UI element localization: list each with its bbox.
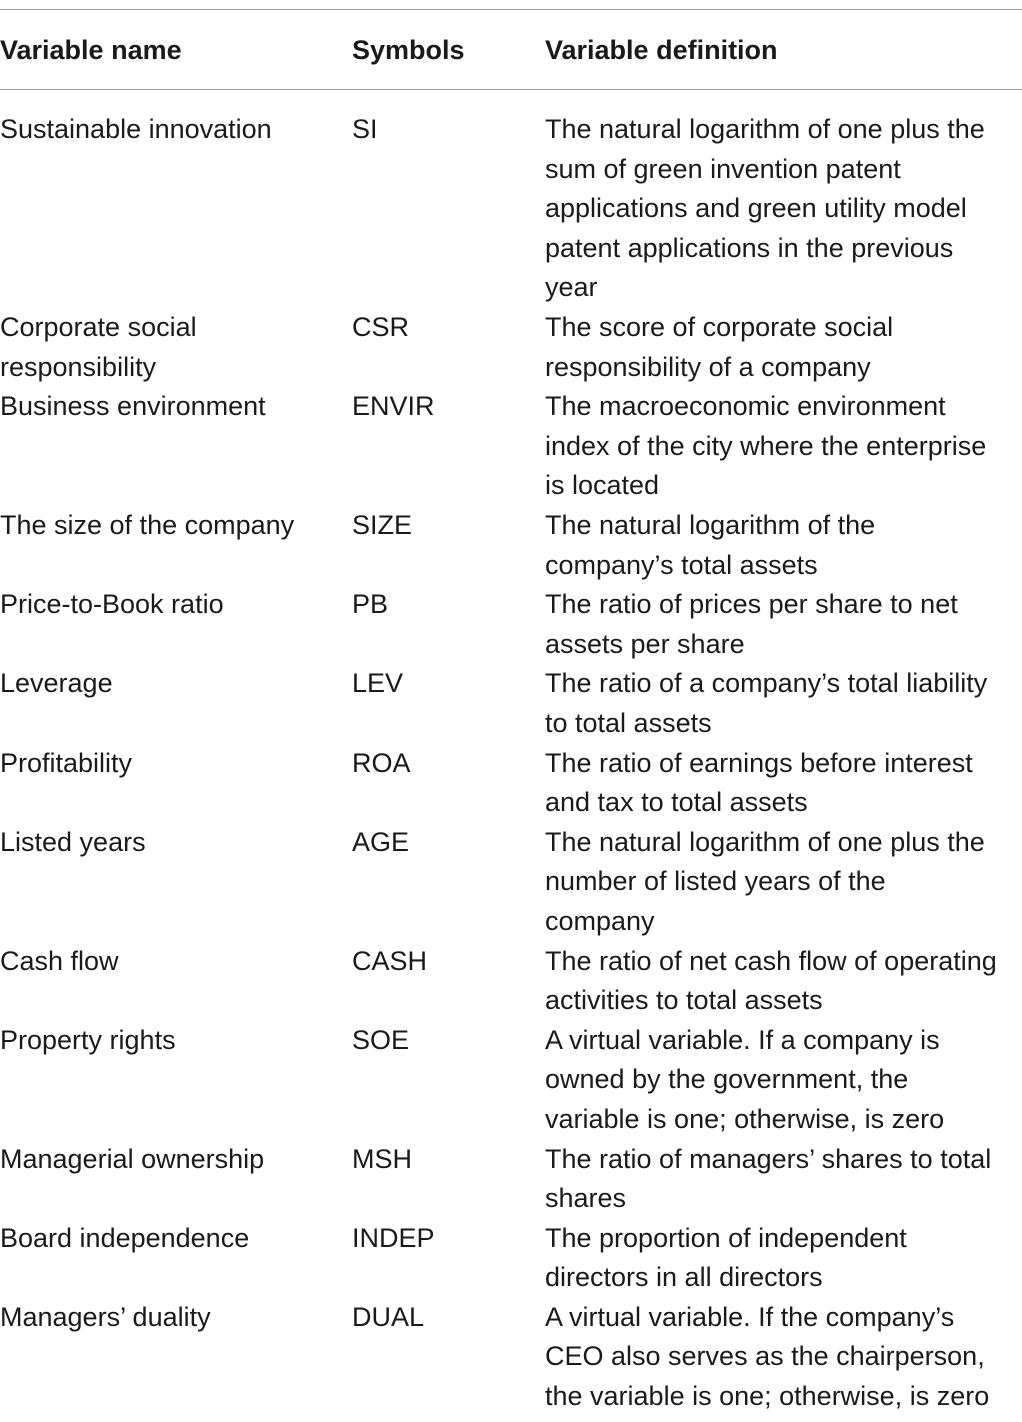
variable-definition-text: sum of green invention patent — [545, 153, 901, 184]
variable-name-text: Property rights — [0, 1024, 176, 1055]
variable-definition-text: directors in all directors — [545, 1262, 823, 1293]
variable-name-text: Cash flow — [0, 945, 119, 976]
variable-definition-text: shares — [545, 1183, 627, 1214]
symbol-text: CASH — [352, 945, 428, 976]
variable-definition-text: The proportion of independent — [545, 1222, 907, 1253]
symbol-text: ENVIR — [352, 391, 435, 422]
symbol-text: ROA — [352, 747, 411, 778]
table-row — [0, 942, 1022, 1021]
table-row — [0, 1219, 1022, 1298]
variable-definition-text: The natural logarithm of one plus the — [545, 826, 985, 857]
symbol-text: MSH — [352, 1143, 412, 1174]
header-variable-name: Variable name — [0, 35, 182, 65]
variable-definition-cell — [545, 1021, 1022, 1140]
table-row — [0, 1140, 1022, 1219]
symbol-cell — [352, 1219, 537, 1259]
table-row — [0, 1021, 1022, 1140]
variable-definition-text: activities to total assets — [545, 985, 823, 1016]
variable-name-cell — [0, 308, 345, 387]
variable-name-text: The size of the company — [0, 509, 295, 540]
variable-definition-cell — [545, 1140, 1022, 1219]
table-row — [0, 585, 1022, 664]
variable-definition-text: is located — [545, 470, 660, 501]
variable-definition-text: company — [545, 905, 655, 936]
header-symbols: Symbols — [352, 35, 465, 65]
variable-name-cell — [0, 585, 345, 625]
variable-definition-text: The ratio of a company’s total liability — [545, 668, 988, 699]
variable-definition-text: The score of corporate social — [545, 312, 894, 342]
symbol-cell — [352, 664, 537, 704]
symbol-text: SI — [352, 114, 378, 144]
variable-definition-text: The ratio of prices per share to net — [545, 589, 958, 620]
variable-definition-text: applications and green utility model — [545, 193, 967, 224]
table-row — [0, 506, 1022, 585]
variable-definition-text: company’s total assets — [545, 549, 818, 580]
variable-definition-text: year — [545, 272, 598, 303]
symbol-cell — [352, 110, 537, 150]
symbol-text: SIZE — [352, 509, 413, 540]
symbol-cell — [352, 942, 537, 982]
variable-definition-cell — [545, 110, 1022, 308]
variable-name-text: Profitability — [0, 747, 133, 778]
variable-definition-cell — [545, 308, 1022, 387]
variable-definition-cell — [545, 1298, 1022, 1417]
symbol-cell — [352, 387, 537, 427]
variable-name-text: Sustainable innovation — [0, 114, 272, 144]
variable-name-text: Leverage — [0, 668, 113, 699]
table-row — [0, 744, 1022, 823]
variable-definition-text: number of listed years of the — [545, 866, 886, 897]
symbol-cell — [352, 585, 537, 625]
table-top-rule — [0, 9, 1022, 10]
variable-definition-cell — [545, 585, 1022, 664]
variable-definition-text: index of the city where the enterprise — [545, 430, 987, 461]
symbol-cell — [352, 1298, 537, 1338]
variable-name-cell — [0, 387, 345, 427]
variable-definition-cell — [545, 387, 1022, 506]
variable-definition-cell — [545, 506, 1022, 585]
variable-name-cell — [0, 823, 345, 863]
variable-definition-cell — [545, 823, 1022, 942]
table-row — [0, 110, 1022, 308]
variable-definition-text: A virtual variable. If a company is — [545, 1024, 940, 1055]
variable-definition-text: A virtual variable. If the company’s — [545, 1301, 955, 1332]
variable-name-cell — [0, 1298, 345, 1338]
variable-definition-text: patent applications in the previous — [545, 232, 954, 263]
symbol-text: SOE — [352, 1024, 410, 1055]
variable-name-text: Price-to-Book ratio — [0, 589, 224, 620]
variable-name-cell — [0, 1219, 345, 1259]
table-body — [0, 110, 1022, 1417]
variable-name-text: Listed years — [0, 826, 146, 857]
symbol-text: PB — [352, 589, 389, 620]
symbol-cell — [352, 1140, 537, 1180]
variable-definition-text: The natural logarithm of the — [545, 509, 876, 540]
variable-name-cell — [0, 664, 345, 704]
variable-name-cell — [0, 942, 345, 982]
variable-name-text: Managerial ownership — [0, 1143, 265, 1174]
symbol-text: LEV — [352, 668, 404, 699]
variable-definition-cell — [545, 942, 1022, 1021]
variable-definition-text: variable is one; otherwise, is zero — [545, 1103, 945, 1134]
header-variable-definition: Variable definition — [545, 35, 778, 65]
variable-name-text: Business environment — [0, 391, 266, 422]
variable-definition-text: The natural logarithm of one plus the — [545, 114, 985, 144]
variable-definition-text: The ratio of managers’ shares to total — [545, 1143, 992, 1174]
variable-name-text: Corporate social — [0, 312, 197, 342]
symbol-cell — [352, 506, 537, 546]
variable-name-cell — [0, 1140, 345, 1180]
variable-name-cell — [0, 1021, 345, 1061]
variable-definition-text: responsibility of a company — [545, 351, 871, 382]
symbol-text: CSR — [352, 312, 410, 342]
table-row — [0, 664, 1022, 743]
table-row — [0, 823, 1022, 942]
variable-name-cell — [0, 506, 345, 546]
symbol-cell — [352, 823, 537, 863]
variable-name-cell — [0, 744, 345, 784]
variable-name-text: Board independence — [0, 1222, 250, 1253]
table-header-row — [0, 30, 1022, 70]
symbol-cell — [352, 744, 537, 784]
variable-definition-text: The ratio of net cash flow of operating — [545, 945, 997, 976]
table-header-rule — [0, 89, 1022, 90]
variable-definition-text: CEO also serves as the chairperson, — [545, 1341, 985, 1372]
variable-definition-cell — [545, 744, 1022, 823]
variable-definition-text: owned by the government, the — [545, 1064, 909, 1095]
variable-definition-cell — [545, 664, 1022, 743]
table-row — [0, 1298, 1022, 1417]
variable-definition-text: The macroeconomic environment — [545, 391, 946, 422]
variable-definition-text: the variable is one; otherwise, is zero — [545, 1381, 990, 1412]
variable-name-text: Managers’ duality — [0, 1301, 211, 1332]
symbol-cell — [352, 1021, 537, 1061]
variable-definition-text: to total assets — [545, 707, 712, 738]
table-row — [0, 387, 1022, 506]
variable-name-text: responsibility — [0, 351, 157, 382]
variable-definition-cell — [545, 1219, 1022, 1298]
symbol-text: INDEP — [352, 1222, 435, 1253]
variable-definition-text: assets per share — [545, 628, 745, 659]
symbol-text: AGE — [352, 826, 410, 857]
variable-definition-text: The ratio of earnings before interest — [545, 747, 973, 778]
symbol-text: DUAL — [352, 1301, 425, 1332]
variable-definition-text: and tax to total assets — [545, 787, 808, 818]
symbol-cell — [352, 308, 537, 348]
table-row — [0, 308, 1022, 387]
variable-name-cell — [0, 110, 345, 150]
